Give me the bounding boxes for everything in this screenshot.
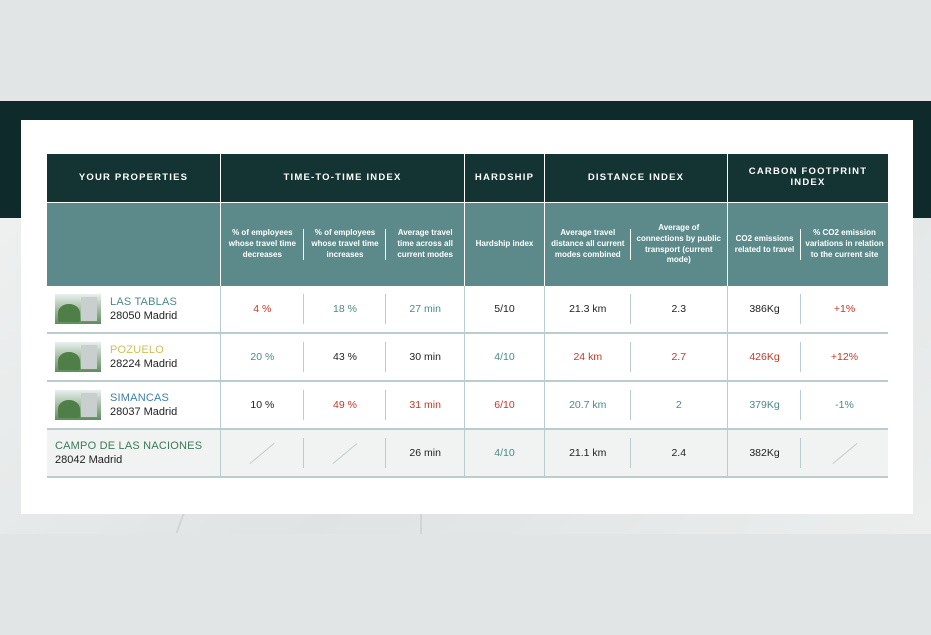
connections-value: 2.3 (671, 303, 687, 315)
time-average-value: 30 min (409, 351, 441, 363)
property-address: 28037 Madrid (110, 406, 178, 418)
table-row[interactable] (47, 286, 888, 334)
co2-variation-value: +1% (833, 303, 856, 315)
property-address: 28224 Madrid (110, 358, 178, 370)
empty-slash-icon (250, 442, 275, 463)
hardship-value: 4/10 (494, 447, 515, 459)
subheader-connections-average: Average of connections by public transport (current mode) (636, 222, 721, 265)
time-decrease-value: 4 % (221, 286, 304, 332)
subheader-carbon-group (728, 203, 888, 286)
co2-variation-empty (801, 430, 888, 476)
header-hardship: HARDSHIP (465, 154, 545, 202)
subheader-co2-variation: % CO2 emission variations in relation to the current site (805, 228, 884, 259)
connections-value: 2.7 (671, 351, 687, 363)
hardship-value: 4/10 (494, 351, 515, 363)
property-cell[interactable] (47, 286, 221, 332)
subheader-hardship-index: Hardship index (475, 239, 534, 249)
property-cell[interactable] (47, 430, 221, 476)
time-decrease-empty (221, 430, 304, 476)
header-carbon-footprint: CARBON FOOTPRINT INDEX (748, 166, 868, 188)
header-your-properties: YOUR PROPERTIES (47, 154, 221, 202)
co2-value: 426Kg (728, 334, 801, 380)
co2-variation-value: -1% (835, 399, 854, 411)
table-header-row (47, 154, 888, 202)
distance-value: 21.1 km (545, 430, 631, 476)
subheader-distance-average: Average travel distance all current modes combined (545, 203, 631, 286)
co2-value: 379Kg (728, 382, 801, 428)
hardship-value: 5/10 (494, 303, 515, 315)
properties-card (21, 120, 913, 514)
table-row-current-site[interactable] (47, 430, 888, 478)
co2-variation-value: +12% (830, 351, 859, 363)
subheader-time-increase: % of employees whose travel time increases (304, 203, 387, 286)
property-thumbnail (55, 342, 101, 372)
table-row[interactable] (47, 334, 888, 382)
distance-value: 20.7 km (545, 382, 631, 428)
subheader-time-average: Average travel time across all current modes (397, 228, 453, 259)
time-increase-value: 18 % (304, 286, 387, 332)
connections-value: 2 (675, 399, 682, 411)
header-distance-index: DISTANCE INDEX (545, 154, 728, 202)
subheader-time-decrease: % of employees whose travel time decreases (221, 203, 304, 286)
co2-value: 382Kg (728, 430, 801, 476)
properties-table (47, 154, 888, 478)
distance-value: 21.3 km (545, 286, 631, 332)
property-name[interactable]: LAS TABLAS (110, 296, 178, 308)
subheader-time-group (221, 203, 465, 286)
property-cell[interactable] (47, 334, 221, 380)
time-average-value: 26 min (409, 447, 441, 459)
property-name[interactable]: CAMPO DE LAS NACIONES (55, 440, 203, 452)
hardship-value: 6/10 (494, 399, 515, 411)
time-average-value: 27 min (409, 303, 441, 315)
time-increase-empty (304, 430, 387, 476)
time-decrease-value: 10 % (221, 382, 304, 428)
empty-slash-icon (332, 442, 357, 463)
property-name[interactable]: POZUELO (110, 344, 164, 356)
time-decrease-value: 20 % (221, 334, 304, 380)
subheader-properties (47, 203, 221, 286)
subheader-distance-group (545, 203, 728, 286)
property-cell[interactable] (47, 382, 221, 428)
time-increase-value: 43 % (304, 334, 387, 380)
property-name[interactable]: SIMANCAS (110, 392, 170, 404)
property-address: 28050 Madrid (110, 310, 178, 322)
connections-value: 2.4 (671, 447, 687, 459)
property-thumbnail (55, 294, 101, 324)
time-average-value: 31 min (409, 399, 441, 411)
property-thumbnail (55, 390, 101, 420)
distance-value: 24 km (545, 334, 631, 380)
table-row[interactable] (47, 382, 888, 430)
subheader-hardship-group (465, 203, 545, 286)
subheader-co2-emissions: CO2 emissions related to travel (728, 203, 801, 286)
table-subheader-row (47, 202, 888, 286)
header-time-index: TIME-TO-TIME INDEX (221, 154, 465, 202)
property-address: 28042 Madrid (55, 454, 123, 466)
co2-value: 386Kg (728, 286, 801, 332)
empty-slash-icon (832, 442, 857, 463)
time-increase-value: 49 % (304, 382, 387, 428)
